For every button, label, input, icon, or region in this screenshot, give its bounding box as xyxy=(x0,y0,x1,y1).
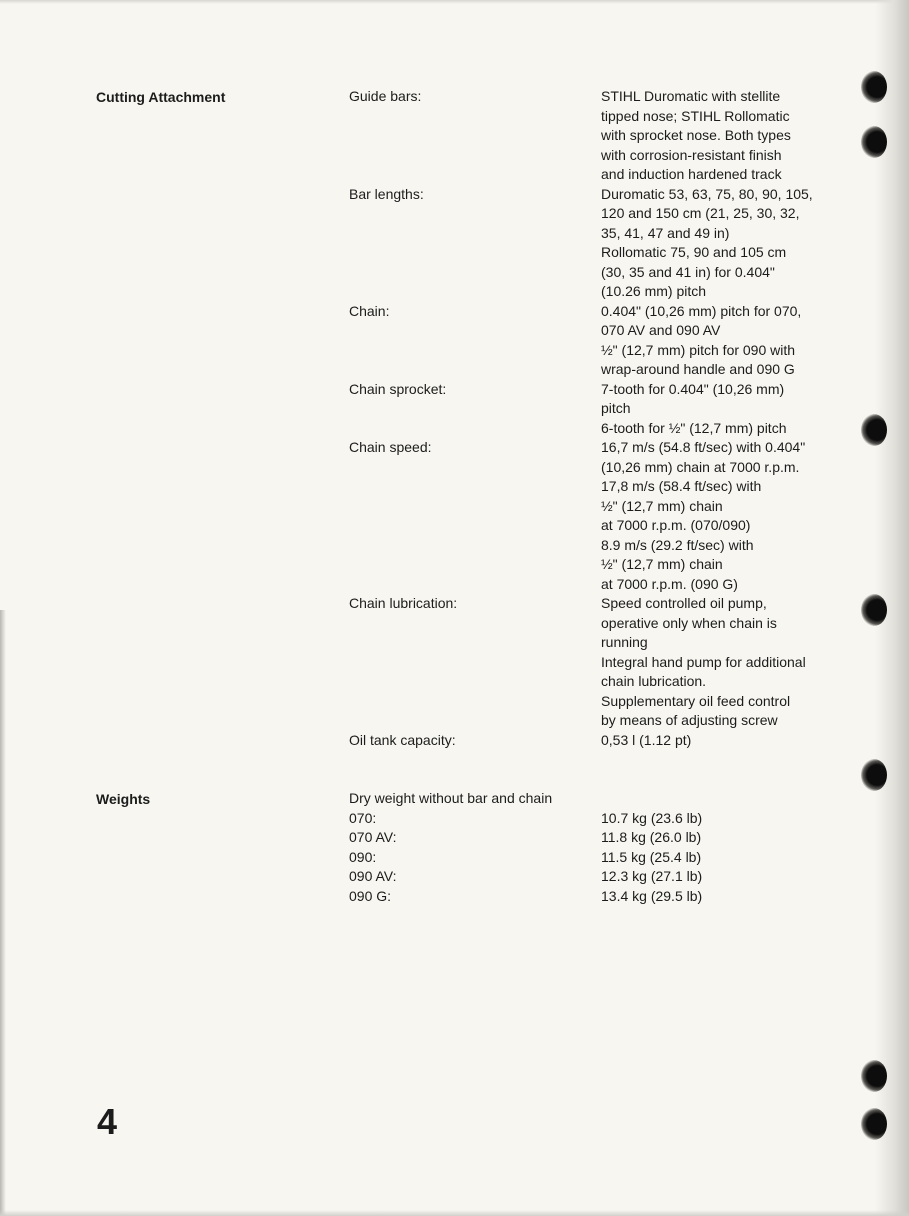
weight-model: 070 AV: xyxy=(349,829,397,845)
value-line: with corrosion-resistant finish xyxy=(601,146,782,163)
cutting-values-column xyxy=(601,87,851,767)
label-chain-speed: Chain speed: xyxy=(349,439,432,455)
value-line: with sprocket nose. Both types xyxy=(601,127,791,143)
value-line: Integral hand pump for additional xyxy=(601,653,806,670)
page-top-shadow xyxy=(0,0,909,4)
value-line: tipped nose; STIHL Rollomatic xyxy=(601,107,790,124)
label-chain-lubrication: Chain lubrication: xyxy=(349,595,458,611)
binder-hole xyxy=(861,1060,887,1092)
weight-model: 090: xyxy=(349,848,377,865)
weights-heading: Weights xyxy=(96,791,151,807)
label-guide-bars: Guide bars: xyxy=(349,88,422,104)
value-line: 0,53 l (1.12 pt) xyxy=(601,731,692,748)
weights-labels-column xyxy=(349,789,589,909)
label-bar-lengths: Bar lengths: xyxy=(349,185,424,202)
binder-hole xyxy=(861,71,887,103)
value-line: (10,26 mm) chain at 7000 r.p.m. xyxy=(601,458,800,475)
weight-value: 13.4 kg (29.5 lb) xyxy=(601,887,703,904)
weights-values-column xyxy=(601,789,851,909)
page-left-shadow xyxy=(0,610,6,1216)
value-line: at 7000 r.p.m. (070/090) xyxy=(601,517,751,533)
value-line: ½" (12,7 mm) chain xyxy=(601,556,723,572)
value-line: 6-tooth for ½" (12,7 mm) pitch xyxy=(601,419,787,436)
value-line: operative only when chain is xyxy=(601,614,777,631)
value-line: 16,7 m/s (54.8 ft/sec) with 0.404" xyxy=(601,439,806,455)
value-line: Rollomatic 75, 90 and 105 cm xyxy=(601,244,787,260)
value-line: 7-tooth for 0.404" (10,26 mm) xyxy=(601,380,785,397)
value-line: 120 and 150 cm (21, 25, 30, 32, xyxy=(601,205,800,221)
binder-hole xyxy=(861,126,887,158)
value-line: pitch xyxy=(601,400,631,416)
value-line: 0.404" (10,26 mm) pitch for 070, xyxy=(601,302,802,319)
label-chain: Chain: xyxy=(349,302,390,319)
page-bottom-shadow xyxy=(0,1210,909,1216)
value-line: ½" (12,7 mm) pitch for 090 with xyxy=(601,341,796,358)
value-line: Duromatic 53, 63, 75, 80, 90, 105, xyxy=(601,185,813,202)
value-line: Speed controlled oil pump, xyxy=(601,595,767,611)
weight-value: 10.7 kg (23.6 lb) xyxy=(601,809,703,826)
value-line: STIHL Duromatic with stellite xyxy=(601,88,781,104)
value-line: at 7000 r.p.m. (090 G) xyxy=(601,575,738,592)
value-line: chain lubrication. xyxy=(601,673,707,689)
value-line: and induction hardened track xyxy=(601,166,782,182)
cutting-attachment-heading: Cutting Attachment xyxy=(96,89,226,105)
value-line: 8.9 m/s (29.2 ft/sec) with xyxy=(601,536,754,553)
weights-subheading: Dry weight without bar and chain xyxy=(349,790,553,806)
weight-value: 11.5 kg (25.4 lb) xyxy=(601,848,702,865)
label-oil-tank-capacity: Oil tank capacity: xyxy=(349,731,456,748)
value-line: 17,8 m/s (58.4 ft/sec) with xyxy=(601,478,762,494)
value-line: wrap-around handle and 090 G xyxy=(601,361,795,377)
binder-hole xyxy=(861,594,887,626)
weight-value: 12.3 kg (27.1 lb) xyxy=(601,868,703,884)
weight-model: 070: xyxy=(349,809,377,826)
weight-value: 11.8 kg (26.0 lb) xyxy=(601,829,702,845)
value-line: Supplementary oil feed control xyxy=(601,692,791,709)
binder-hole xyxy=(861,414,887,446)
value-line: 35, 41, 47 and 49 in) xyxy=(601,224,730,241)
weight-model: 090 AV: xyxy=(349,868,397,884)
page-number: 4 xyxy=(97,1101,118,1142)
value-line: (30, 35 and 41 in) for 0.404" xyxy=(601,263,775,280)
label-chain-sprocket: Chain sprocket: xyxy=(349,380,447,397)
weight-model: 090 G: xyxy=(349,887,392,904)
binder-hole xyxy=(861,759,887,791)
cutting-labels-column xyxy=(349,87,589,767)
value-line: running xyxy=(601,634,648,650)
value-line: (10.26 mm) pitch xyxy=(601,283,707,299)
binder-hole xyxy=(861,1108,887,1140)
value-line: by means of adjusting screw xyxy=(601,712,778,728)
value-line: 070 AV and 090 AV xyxy=(601,322,721,338)
value-line: ½" (12,7 mm) chain xyxy=(601,497,723,514)
